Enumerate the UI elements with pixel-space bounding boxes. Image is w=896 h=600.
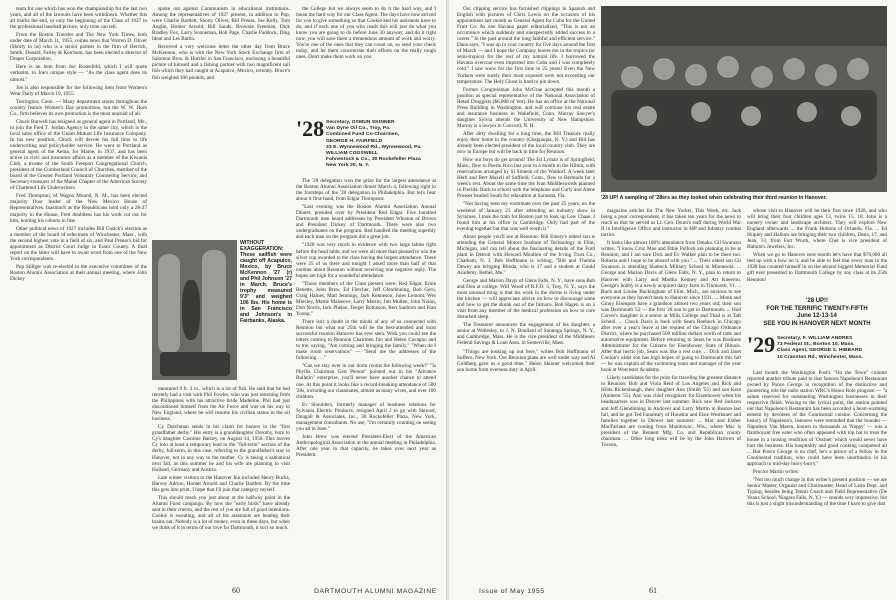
text-line: FOR THE TERRIFIC TWENTY-FIFTH xyxy=(766,305,868,312)
paragraph: Chuck Burwell has resigned as general agent in Portland, Me., to join the Fred T. Jordan Agency in the same city, which is the local sales office of the Union Mutual Life Insurance Company. In his new position, Chuck will devote his full time to life underwriting and policyholder service. He went to Portland as general agent of the Aetna, for Maine, in 1937, and has been active in civic and insurance affairs as a member of the Kiwanis Club, a trustee of the South Freeport Congregational Church, president of the Cumberland Council of Churches, member of the board of the Greater Portland Voluntary Counseling Service, and Secretary-treasurer of the Maine Chapter of the American Society of Chartered Life Underwriters. xyxy=(10,118,147,192)
text-line: Fahnestock & Co., 30 Rockefeller Plaza xyxy=(326,157,421,163)
paragraph: "Last evening was the Boston Alumni Association Annual Dinner, presided over by President Red Edgar. Five hundred Dartmouth men heard addresses by President Winston of Brown and President Dickey of Dartmouth. There were also two undergraduates on the program. Red handled the meeting superbly and each man on the program did a great job. xyxy=(296,204,436,241)
text-line: GEORGE H. FAIRFIELD xyxy=(326,138,383,144)
reunion-photo-caption: '28 UP! A sampling of '28ers as they looked when celebrating their third reunion in Hanover. xyxy=(601,195,827,201)
text-line: New York 20, N. Y. xyxy=(326,163,370,169)
text-line: '28 UP!! xyxy=(805,298,829,304)
class-1929-header xyxy=(747,334,887,368)
text-line: 33 E. Wynnewood Rd., Wynnewood, Pa. xyxy=(326,144,422,150)
paragraph: Cy Dutchman sends in his claim for honors in the "first grandfather derby." His entry is a granddaughter Dorothy, born to Cy's daughter Caroline Barney, on August 14, 1950. This moves Cy into at least a temporary lead in the "full-term" section of the derby, full-term, in this case, referring to the grandfather's stay in Hanover, not in any way to the mother. Cy is taking a sabbatical next fall, as this summer he and his wife are planning to visit Holland, Germany and Austria. xyxy=(152,424,290,473)
left-column-3-top xyxy=(296,6,436,116)
paragraph: "1928 was very much in evidence with two large tables right before the head table, and we were all more than pleased to win the silver cup awarded to the class having the largest attendance. There were 25 of us there and tonight I asked more than half of that number about Reunion without receiving one negative reply. The hopes are high for a wonderful attendance. xyxy=(296,242,436,279)
issue-footer: Issue of May 1955 xyxy=(479,588,545,595)
left-column-3-bottom xyxy=(296,178,436,562)
text-line: June 12-13-14 xyxy=(797,313,837,319)
paragraph: spoke out against Communism in educational institutions. Among the representatives of 1927 present, in addition to Pop, were Charlie Bartlett, Shorty Oliver, Bill Preuss, Joe Kelly, Tom Anglin, Homer Arnold, Bill Sands, Brownie Freeman, Dick Bradley Fox, Larry Sonneman, Bob Page, Charlie Paddock, Ding Ideal and Les Battin. xyxy=(152,6,290,43)
paragraph: measured 9 ft. 3 in., which is a lot of fish. He said that he had recently had a visit with Phil Fowler, who was just returning from the Philippines with his attractive bride Madeline. Phil had just discontinued himself from the Air Force and was on his way to New England, where he will resume his civilian status in the oil business. xyxy=(152,386,290,423)
class-1928-header xyxy=(296,118,436,174)
left-column-1 xyxy=(10,6,147,562)
paragraph: Other political news of 1927 includes Bill Cusick's election as a member of the board of selectmen of Winchester, Mass., with the second highest vote in a field of six, and Paul Preuss's bid for appointment as District Court Judge in Essex County. A final report on the latter will have to await word from one of the New York correspondents. xyxy=(10,225,147,262)
left-column-2-top xyxy=(152,6,290,236)
sailfish-photo-caption: WITHOUT EXAGGERATION: These sailfish were caught off Acapulco, Mexico, by Bruce McKennon '27 (r) and Phil Johnson '27 in March. Bruce's trophy measured 9'3" and weighed 106 lbs. His home is in San Francisco and Johnson's in Fairbanks, Alaska. xyxy=(240,240,292,324)
paragraph: whose visit to Hanover will be their first since 1928, and who will bring their four children ages 13, twins 15, 18. John is a nursery owner and landscape architect. They will explore New England afterwards ... the Frank Huttons of Orlando, Fla. ... Ed Shipley and Hallum are bringing their two children, Dena, 17, and Jean, 13, from Fort Worth, where Chet is vice president of Haltom's Jewelers, Inc. xyxy=(747,208,887,251)
paragraph: "Can we stay over in our dorm rooms the following week?" "Is Phyllis Chairman Gert Person" pointed out in his "Advance Bulletin" enterprise, you'll never have another chance to attend one. At this point it looks like a record-breaking attendance of 500 '28s, including our classmates, almost as many wives, and over 100 children. xyxy=(296,363,436,400)
reunion-announcement xyxy=(747,298,887,328)
page-number-right: 61 xyxy=(649,586,657,595)
text-line: Secretary, F. WILLIAM ANDRES xyxy=(777,336,853,341)
page-number-left: 60 xyxy=(232,586,240,595)
paragraph: magazine articles for The New Yorker, This Week, etc. Jack being a poor correspondent, it has taken ten years for the news to reach us that he served as Lt. Gen. Drum's staff during World War II in Intelligence Office and instructor in MP and Infantry combat tactics. xyxy=(601,208,741,239)
right-column-3-top xyxy=(747,208,887,296)
right-column-3-bottom xyxy=(747,370,887,562)
class-officers xyxy=(777,336,896,361)
text-line: 10 Cranston Rd., Winchester, Mass. xyxy=(777,354,863,360)
text-line: Secretary, OSMUN SKINNER xyxy=(326,120,395,125)
class-year: '28 xyxy=(296,116,325,141)
paragraph: "Not too much change in this writer's present position — we are Senior Master, Organist and Choirmaster, Head of Latin Dept. and Typing, besides being Tennis Coach and Field Representative (De Veaux School, Niagara Falls, N. Y.) — sounds very impressive, but this is just a slight misunderstanding of the time I have to give that xyxy=(747,476,887,507)
paragraph: Likely candidates for the prize for traveling the greatest distance to Reunion: Bob and Viola Reid of Los Angeles and Rick and Hilda Rickenbaugh, their daughter Ann (Smith '55) and son Kent (Amherst '55). Ann was chief recognizer for Eisenhower when his headquarters was in Denver last summer. Rick saw Red Jackson and Jeff Glendinning in Andover and Larry Martin in Boston last fall, and he got Ted Fauoleary of Houston and Elsie Westbauer and families together in Denver last summer. ... Mac and Esther MacFarlane are coming from Manitowoc, Wis., where Mac is president of the Rennert Mfg. Co. and Republican county chairman. ... Other long treks will be by the John Harlows of Tucson, xyxy=(601,375,741,448)
paragraph: This should reach you just about at the halfway point in the Alumni Fund campaign. By now the "early birds" have already sent in their checks, and the rest of you are full of good intentions. Cookie is sweating, and all of his assistants are beating their brains out. Nobody is a lot of money, even in these days, but when we think of it in terms of our love for Dartmouth, it isn't so much. xyxy=(152,494,290,532)
text-line: 73 Federal St., Boston 10, Mass. xyxy=(777,342,855,348)
text-line: SEE YOU IN HANOVER NEXT MONTH xyxy=(763,320,871,327)
paragraph: After dirty dwelling for a long time, the Bill Treasure really enjoy their home in the country (Chappaqua, N. Y.) and Bill has already been elected president of the local country club. They are now in Europe but will be back in time for Reunion. xyxy=(457,130,595,156)
paragraph: John Brew was elected President-Elect of the American Anthropological Association at the annual meeting in Philadelphia. After one year in that capacity, he takes over next year as President. xyxy=(296,433,436,459)
left-column-2-bottom xyxy=(152,386,290,562)
paragraph: About people you'll see at Reunion: Bill Emery's oldest son is attending the General Motors Institute of Technology in Flint, Michigan, and can tell about the fascinating details of the Ford plant in Detroit with Howard Moulton of the Irving Trust Co., Chatham, N. J. Bob Hoffmann is writing, "Bill and Thelma Dewey are bringing Rhoda, who is 17 and a student at Gould Academy, Bethel, Me." xyxy=(457,233,595,276)
right-column-2 xyxy=(601,208,741,562)
text-line: Van Dyne Oil Co., Troy, Pa. xyxy=(326,126,391,132)
paragraph: Last month the Washington Post's "On the Town" column reported another tribute paid to that famous Napoleon's Restaurant owned by Ponce George in recognition of the distinctive and pioneering role the radio station WRC's Honor Role program — "a salute reserved for outstanding Washington businesses in their respective fields. Waxing to the lyrical point, the station pointed out that Napoleon's Restaurant has been accorded a heart-warming esteem by devotees of the Continental cuisine. Concerning the history of Napoleon's, listeners were reminded that the founder — Napoleon Van Maren, known to thousands as 'Nappy' — was a flamboyant free eater who often appeared with top hat to treat the house in a rousing rendition of 'Ossinet' which would never have hurt the business. His hospitality and good cooking conquered all ... But Ponce George is no chef, he's a prince of a fellow in the Continental tradition, who could have been unorthodox in his approach to mid-day hurry-burry." xyxy=(747,370,887,467)
paragraph: Former Congressman John McGrae accepted this month a position as special representative of the National Association of Retail Druggists ($6,000 of 'em). He has an office at the National Press Building in Washington, and will continue his real estate and insurance business in Wakefield, Conn. Murray Sawyer's daughter Sylvia attends the University of New Hampshire. Murray is a lawyer in Concord, N. H. xyxy=(457,86,595,129)
paragraph: How our boys do get around! The Ed Lyman is of Springfield, Mass., flew to Puerto Rico last year in a month in the Hilton, with reservations arranged by Si Simeon of the Waldorf. A week later Herb and Bert Maxell of Suffield, Conn., flew to Bermuda for a week's rest. About the same time the Ivan Middleswords planned in Florida. Back to school with the telephone and Curly and Alene Proseer headed South for relaxation at Sarasota, Fla. xyxy=(457,157,595,200)
text-line: Class Agent, GEORGE S. HIBBARD xyxy=(777,348,863,354)
paragraph: the College but we always seem to do it the hard way, and I mean the hard way for our Class Agent. The days have now arrived for you to give something so that Cookie and his assistants have to do, and if each one of you who reads this will just do what you know you are going to do before June 30 anyway, and do it right now, you will save them a tremendous amount of work and worry. You're one of the ones that they can count on, so send your check today, and let them concentrate their efforts on the really tough ones. Don't make them work on you. xyxy=(296,6,436,61)
paragraph: Joe is also responsible for the following item from Women's Wear Daily of March 19, 1955: xyxy=(10,84,147,97)
paragraph: When we go to Hanover next month let's have that $70,000 all tied up with a bow on it, and be able to feel that every man in the 1928 has counted himself in on the second biggest Memorial Fund gift ever presented to Dartmouth College by any class at its 25th Reunion! xyxy=(747,252,887,283)
right-page xyxy=(449,0,896,600)
paragraph: Ev Shoulders, formerly manager of business relations for Sylvania Electric Products, resigned April 2 to go with Stewart, Dougall & Associates, Inc., 30 Rockefeller Plaza, New York, management consultants. No use, "I'm certainly counting on seeing you all in June." xyxy=(296,401,436,432)
paragraph: Received a very welcome letter the other day from Bruce McKennon, who is with the New York Stock Exchange firm of Salomon Bros. & Hutzler in San Francisco, enclosing a beautiful picture of himself and a fishing partner with two magnificent sail fish which they had caught at Acapulco, Mexico, recently. Bruce's fish weighed 106 pounds, and xyxy=(152,44,290,81)
paragraph: team for one which has won the championship for the last two years, and all of the lawsuits have been withdrawn. Whether this all marks the end, or only the beginning of the Class of 1927 in the professional baseball picture, only time can tell. xyxy=(10,6,147,31)
paragraph: Here is an item from Joe Rosenfeld, which I will quote verbatim, in Joe's unique style — "As the class agent does its utmost." xyxy=(10,64,147,83)
sailfish-photo xyxy=(152,240,237,380)
text-line: Combined Fund Co-Chairmen, xyxy=(326,132,400,138)
paragraph: George and Marion Davis of Glens Falls, N. Y., have sons Bob and Don at college. Wilf Wood of R.F.D. 3, Troy, N. Y., says the most unusual thing is that his work in the dorms is living under the kitchen — will appreciate advice on how to discourage same and how to get the skunk out of the furnace. Bob Hagen is on a visit from any member of the medical profession on how to cure disturbed sleep. xyxy=(457,278,595,321)
paragraph: From the Boston Traveler and The New York Times, both under date of March 11, 1955, comes news that Warren D. Oliver (Shorty to us) who is a senior partner in the firm of Herrick, Smith, Donald, Farley & Ketchum, has been elected a director of Draper Corporation. xyxy=(10,32,147,63)
paragraph: There isn't a doubt in the minds of any of us connected with Reunion but what our 25th will be the best-attended and most successful reunion Hanover has ever seen. Wish you could see the letters coming to Reunion Chairmen Jim and Helen Cavagno and to me, saying, "Am coming and bringing the family." "When do I make room reservations" — "Send me the addresses of the following . . ." xyxy=(296,319,436,362)
magazine-footer: DARTMOUTH ALUMNI MAGAZINE xyxy=(314,588,437,595)
paragraph: Torrington, Conn. — Many department stores throughout the country feature Women's Day promotions, but the W. W. Horn Co., firm believes its own promotion is the most unusual of all. xyxy=(10,98,147,117)
paragraph: "Not having seen my roommate over the past 25 years, on the weekend of January 23 after attending an industry show in Syracuse, I took the train for Boston just to look up Lew Chase. I found him at his office in Cambridge. Only had part of the evening together but that was well worth it." xyxy=(457,201,595,232)
right-column-1 xyxy=(457,6,595,562)
text-line: WILLIAM COGSWELL xyxy=(326,151,379,157)
paragraph: The '28 delegation won the prize for the largest attendance at the Boston Alumni Association dinner March 4, following right in the footsteps of the '28 delegation in Philadelphia. But let's hear about it first-hand, from Edgar Thompson: xyxy=(296,178,436,203)
paragraph: It looks like almost 100% attendance from Omaha. Gil Swanson writes, "I know Cruz Moe and Ethie Pollock are planning to be at Reunion, and I am sure Dick and Ev Walker plan to be there too. Roberta and I hope to be aboard with you." ... Their oldest son Gil Swanson is attending Shattuck Military School in Minnesota. ... George and Marion Davis of Glens Falls, N. Y., plan to return to Hanover with Larry and Martha Kenney and Art Kneeron. George's hobby is a newly acquired dairy farm in Tinmouth, Vt. ... Buck and Louise Buckingham of Flint, Mich., are anxious to see everyone as they haven't been to Hanover since 1931. ... Monk and Ginny Eisenport have a grandson almost two years old; their son was Dartmouth '52 — the first '28 son to get to Dartmouth. ... Hod Carver's daughter is a senior at Mills College and Thad is at Taft School. ... Chuck Davis is back with Sears Roebuck in Chicago after over a year's leave at the request of the Chicago Ordnance District, where he purchased 500 million dollars worth of tank and automotive equipment. Before returning to Sears he was Business Administrator for the Citizens for Eisenhower, State of Illinois. After that hectic job, Sears was like a rest cure. ... Dick and Janet Conlon's older son has high hopes of going to Dartmouth this fall — he was captain of the swimming team and manager of the year book at Worcester Academy. xyxy=(601,240,741,374)
paragraph: The Treasurer announces the engagement of his daughter, a senior at Wellesley, to J. N. Boullard of Saratoga Springs, N. Y., and Cambridge, Mass. He is the vice president of the Middlesex Federal Savings & Loan Assn. in Somerville, Mass. xyxy=(457,322,595,347)
class-officers xyxy=(326,120,456,170)
paragraph: Our clipping service has furnished clippings in Spanish and English with pictures of Chris Lewis on the occasion of his appointment last month as General Agent for Cuba for the United Fruit Co. As one Havana paper editorialized, "This is not an occurrence which suddenly and unexpectedly added success to a career." In the past around the long faithful and efficient service." Dana says, "I was up in your country for five days around the first of March — and I hope the Company leaves me in the tropics (or semi-tropics) for the rest of my natural life. I borrowed the Havana overcoat even imported into Cuba and I was completely cold." I saw snow for the first time in 25 years! Even the New Yorkers were surely their most exposed were not exceeding our temperature. The Holy Ghost is hard to pin down. xyxy=(457,6,595,85)
paragraph: Pop Stillger was re-elected to the executive committee of the Boston Alumni Association at their annual meeting, where John Dickey xyxy=(10,263,147,282)
class-year: '29 xyxy=(747,332,776,357)
paragraph: Proctor Martin writes: xyxy=(753,468,800,475)
left-page xyxy=(0,0,447,600)
paragraph: Fred Thompson, of Wagon Mound, N. M., has been elected majority floor leader of the New Mexico House of Representatives. Inasmuch as the Republicans hold only a 28-27 majority in the House, Fred doubtless has his work cut out for him, holding his cohorts in line. xyxy=(10,193,147,224)
paragraph: "Things are looking up out here," writes Bob Hoffmann of Suffern, New York. Our Reunion plans are well under way and Al Goldberg gave us a good time." Helen Skinner welcomed their son home from overseas duty in April. xyxy=(457,348,595,373)
paragraph: "Those members of the Class present were: Red Edgar, Ernie Benette, John Brew, Ed Fletcher, Jeff Glendinning, Bob Gero, Craig Haines, Matt Jennings, Jack Kenneson, Jules Lemont, Wes Miecley, Mattie Malseeve, Larry Martin, Jim Mullen, John Nixon, Don Norris, Jack Phelan, Teeger Robinson, Bert Sanborn and Fran Young." xyxy=(296,280,436,317)
paragraph: Late winter visitors to the Hanover Inn included Henry Bucks, Harvey Adrion, Homer Arnold and Charlie Bartlett. By the time this gets into print, I hope that I'll join that category myself. xyxy=(152,474,290,493)
reunion-photo xyxy=(601,6,887,192)
